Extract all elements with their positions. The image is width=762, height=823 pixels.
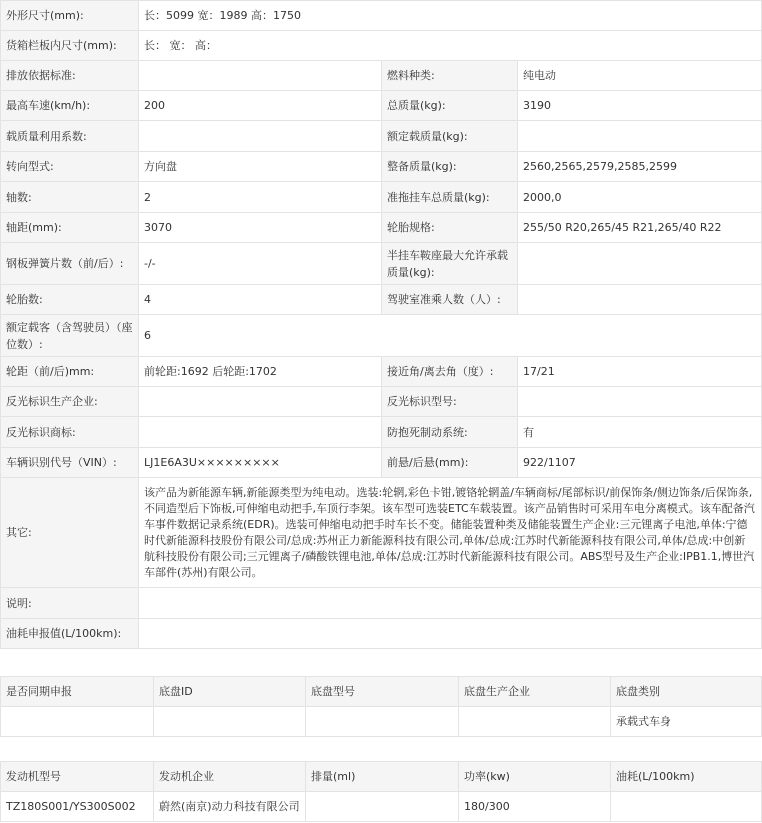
- chassis-cell: [154, 707, 306, 737]
- spec-value: 2560,2565,2579,2585,2599: [518, 152, 762, 182]
- spec-value: 200: [139, 91, 382, 121]
- spec-value: [139, 61, 382, 91]
- spec-label: 油耗申报值(L/100km):: [1, 619, 139, 649]
- spec-label: 前悬/后悬(mm):: [382, 448, 518, 478]
- spec-row: [1, 448, 762, 478]
- chassis-column-header: 底盘生产企业: [459, 677, 611, 707]
- engine-cell: 蔚然(南京)动力科技有限公司: [154, 792, 306, 822]
- spec-row: [1, 417, 762, 448]
- spec-value: 3190: [518, 91, 762, 121]
- spec-value: [139, 588, 762, 619]
- spec-label: 接近角/离去角（度）:: [382, 357, 518, 387]
- chassis-column-header: 底盘型号: [306, 677, 459, 707]
- spec-label: 说明:: [1, 588, 139, 619]
- spec-label: 反光标识商标:: [1, 417, 139, 448]
- engine-column-header: 发动机型号: [1, 762, 154, 792]
- spec-value: [518, 121, 762, 152]
- spec-label: 轮胎数:: [1, 285, 139, 315]
- spec-label: 准拖挂车总质量(kg):: [382, 182, 518, 213]
- spec-value: 前轮距:1692 后轮距:1702: [139, 357, 382, 387]
- spec-value: [139, 417, 382, 448]
- chassis-column-header: 底盘类别: [611, 677, 762, 707]
- chassis-header-row: [1, 677, 762, 707]
- spec-label: 排放依据标准:: [1, 61, 139, 91]
- engine-cell: 180/300: [459, 792, 611, 822]
- chassis-cell: [306, 707, 459, 737]
- spec-value: -/-: [139, 243, 382, 285]
- spec-value: 长： 宽： 高：: [139, 31, 762, 61]
- spec-label: 防抱死制动系统:: [382, 417, 518, 448]
- spec-label: 转向型式:: [1, 152, 139, 182]
- chassis-row: [1, 707, 762, 737]
- spec-row: [1, 387, 762, 417]
- spec-value: [139, 619, 762, 649]
- spec-value: 255/50 R20,265/45 R21,265/40 R22: [518, 213, 762, 243]
- spec-label: 轴数:: [1, 182, 139, 213]
- engine-column-header: 发动机企业: [154, 762, 306, 792]
- engine-cell: TZ180S001/YS300S002: [1, 792, 154, 822]
- spec-value: 纯电动: [518, 61, 762, 91]
- spec-value: [518, 243, 762, 285]
- spec-value: 有: [518, 417, 762, 448]
- spec-value: [139, 121, 382, 152]
- engine-table: [0, 761, 762, 822]
- spec-label: 轴距(mm):: [1, 213, 139, 243]
- spec-row: [1, 478, 762, 588]
- spec-value: [518, 387, 762, 417]
- spec-label: 总质量(kg):: [382, 91, 518, 121]
- spec-label: 额定载质量(kg):: [382, 121, 518, 152]
- spec-label: 额定载客（含驾驶员）（座位数）:: [1, 315, 139, 357]
- engine-column-header: 功率(kw): [459, 762, 611, 792]
- engine-row: [1, 792, 762, 822]
- spec-value: [518, 285, 762, 315]
- spec-row: [1, 121, 762, 152]
- chassis-cell: [1, 707, 154, 737]
- spec-row: [1, 243, 762, 285]
- spec-row: [1, 31, 762, 61]
- spec-value: 3070: [139, 213, 382, 243]
- spec-label: 反光标识生产企业:: [1, 387, 139, 417]
- spec-value: 2: [139, 182, 382, 213]
- spec-value: 长：5099 宽：1989 高：1750: [139, 1, 762, 31]
- spec-value: 6: [139, 315, 762, 357]
- engine-column-header: 油耗(L/100km): [611, 762, 762, 792]
- spec-row: [1, 315, 762, 357]
- spec-label: 其它:: [1, 478, 139, 588]
- spec-label: 车辆识别代号（VIN）:: [1, 448, 139, 478]
- chassis-body: [1, 707, 762, 737]
- spec-row: [1, 213, 762, 243]
- spec-value: 4: [139, 285, 382, 315]
- spec-label: 燃料种类:: [382, 61, 518, 91]
- chassis-table: [0, 676, 762, 737]
- spec-label: 反光标识型号:: [382, 387, 518, 417]
- chassis-column-header: 底盘ID: [154, 677, 306, 707]
- chassis-cell: 承载式车身: [611, 707, 762, 737]
- spec-row: [1, 285, 762, 315]
- spec-row: [1, 619, 762, 649]
- spec-label: 钢板弹簧片数（前/后）:: [1, 243, 139, 285]
- engine-cell: [611, 792, 762, 822]
- spec-value: 该产品为新能源车辆,新能源类型为纯电动。选装:轮辋,彩色卡钳,镀铬轮辋盖/车辆商标/尾部标识/前保饰条/侧边饰条/后保饰条,不同造型后下饰板,可伸缩电动把手,车顶行李架。该车型可选装ETC车载装置。该产品销售时可采用车电分离模式。该车配备汽车事件数据记录系统(EDR)。选装可伸缩电动把手时车长不变。储能装置种类及储能装置生产企业:三元锂离子电池,单体:宁德时代新能源科技股份有限公司/总成:苏州正力新能源科技有限公司,单体/总成:江苏时代新能源科技有限公司,单体/总成:中创新航科技股份有限公司;三元锂离子/磷酸铁锂电池,单体/总成:江苏时代新能源科技有限公司。ABS型号及生产企业:IPB1.1,博世汽车部件(苏州)有限公司。: [139, 478, 762, 588]
- spec-value: LJ1E6A3U×××××××××: [139, 448, 382, 478]
- engine-header-row: [1, 762, 762, 792]
- spec-label: 载质量利用系数:: [1, 121, 139, 152]
- spec-label: 货箱栏板内尺寸(mm):: [1, 31, 139, 61]
- spec-label: 最高车速(km/h):: [1, 91, 139, 121]
- chassis-cell: [459, 707, 611, 737]
- spec-value: 方向盘: [139, 152, 382, 182]
- spec-row: [1, 357, 762, 387]
- spec-label: 半挂车鞍座最大允许承载质量(kg):: [382, 243, 518, 285]
- spec-label: 轮胎规格:: [382, 213, 518, 243]
- spec-row: [1, 152, 762, 182]
- spec-value: 17/21: [518, 357, 762, 387]
- chassis-column-header: 是否同期申报: [1, 677, 154, 707]
- spec-value: 2000,0: [518, 182, 762, 213]
- spec-value: [139, 387, 382, 417]
- spec-label: 驾驶室准乘人数（人）:: [382, 285, 518, 315]
- spec-row: [1, 182, 762, 213]
- spec-label: 外形尺寸(mm):: [1, 1, 139, 31]
- spec-value: 922/1107: [518, 448, 762, 478]
- vehicle-spec-body: [1, 1, 762, 649]
- spec-row: [1, 1, 762, 31]
- spec-label: 轮距（前/后)mm:: [1, 357, 139, 387]
- spec-row: [1, 588, 762, 619]
- engine-body: [1, 792, 762, 822]
- spec-row: [1, 61, 762, 91]
- spec-row: [1, 91, 762, 121]
- spec-label: 整备质量(kg):: [382, 152, 518, 182]
- engine-cell: [306, 792, 459, 822]
- engine-column-header: 排量(ml): [306, 762, 459, 792]
